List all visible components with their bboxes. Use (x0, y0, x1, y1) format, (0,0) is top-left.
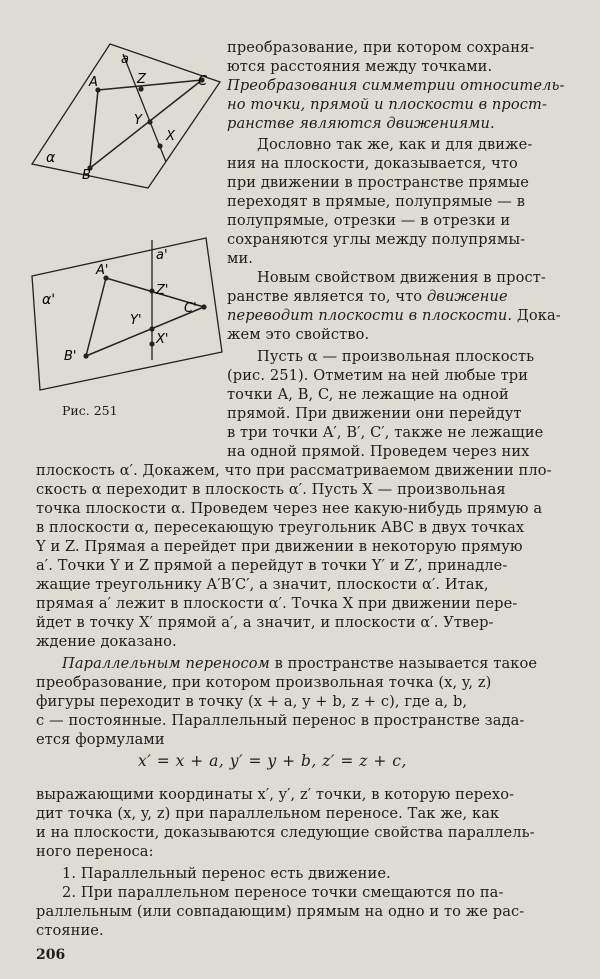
text-line: полупрямые, отрезки — в отрезки и (227, 212, 511, 229)
label-a-prime: A' (96, 263, 109, 278)
text-line: выражающими координаты x′, y′, z′ точки, в которую перехо- (36, 786, 515, 803)
text-line: точка плоскости α. Проведем через нее какую-нибудь прямую a (36, 500, 543, 517)
point-x-prime (149, 341, 154, 346)
label-y: Y (134, 113, 142, 128)
text-line: ми. (227, 250, 254, 267)
text-span-italic: Параллельным переносом (62, 655, 270, 672)
text-line: сохраняются углы между полупрямы- (227, 231, 526, 248)
text-line: и на плоскости, доказываются следующие свойства параллель- (36, 824, 535, 841)
text-line: ного переноса: (36, 843, 154, 860)
segment-ac (98, 80, 202, 90)
text-line: раллельным (или совпадающим) прямым на одно и то же рас- (36, 903, 525, 920)
text-span-italic: движение (426, 288, 508, 305)
point-x (157, 143, 162, 148)
page-number: 206 (36, 947, 66, 963)
point-y-prime (149, 326, 154, 331)
text-line: ранстве являются движениями. (227, 115, 495, 132)
text-span-italic: переводит плоскости в плоскости. (227, 307, 513, 324)
text-line: Преобразования симметрии относитель- (227, 77, 565, 94)
point-y (147, 119, 152, 124)
label-c-prime: C' (184, 301, 197, 316)
text-line: стояние. (36, 922, 104, 939)
text-line: Новым свойством движения в прост- (257, 269, 546, 286)
text-line: 2. При параллельном переносе точки смещаются по па- (62, 884, 504, 901)
text-line: при движении в пространстве прямые (227, 174, 529, 191)
label-c: C (198, 74, 208, 89)
text-line: преобразование, при котором произвольная точка (x, y, z) (36, 674, 492, 691)
text-line (227, 287, 508, 306)
text-line: скость α переходит в плоскость α′. Пусть X — произвольная (36, 481, 506, 498)
segment-a-prime-b-prime (86, 278, 106, 356)
point-b-prime (83, 353, 88, 358)
text-line: ется формулами (36, 731, 165, 748)
label-a-line: a (121, 52, 129, 67)
text-line: жем это свойство. (227, 326, 370, 343)
label-z-prime: Z' (156, 283, 169, 298)
text-line: Пусть α — произвольная плоскость (257, 348, 535, 365)
text-line: ждение доказано. (36, 633, 177, 650)
text-line: йдет в точку X′ прямой a′, а значит, и плоскости α′. Утвер- (36, 614, 494, 631)
text-line: плоскость α′. Докажем, что при рассматриваемом движении пло- (36, 462, 552, 479)
point-c-prime (201, 304, 206, 309)
translation-formula: x′ = x + a, y′ = y + b, z′ = z + c, (138, 752, 407, 770)
text-line: a′. Точки Y и Z прямой a перейдут в точки Y′ и Z′, принадле- (36, 557, 508, 574)
text-line: переходят в прямые, полупрямые — в (227, 193, 526, 210)
label-x-prime: X' (156, 332, 169, 347)
text-line: (рис. 251). Отметим на ней любые три (227, 367, 529, 384)
figure-plane-alpha-prime (26, 232, 226, 402)
text-span: ранстве является то, что (227, 288, 423, 305)
text-line: Дословно так же, как и для движе- (257, 136, 533, 153)
label-a-prime-line: a' (156, 248, 168, 263)
text-line: точки A, B, C, не лежащие на одной (227, 386, 509, 403)
point-z (138, 86, 143, 91)
text-line: c — постоянные. Параллельный перенос в пространстве зада- (36, 712, 525, 729)
text-line: на одной прямой. Проведем через них (227, 443, 530, 460)
figure-caption: Рис. 251 (62, 403, 118, 418)
text-line (62, 654, 537, 673)
text-span: Дока- (516, 307, 561, 324)
text-line: 1. Параллельный перенос есть движение. (62, 865, 391, 882)
text-line: Y и Z. Прямая a перейдет при движении в некоторую прямую (36, 538, 523, 555)
label-a: A (89, 75, 98, 90)
label-b-prime: B' (64, 349, 77, 364)
label-alpha: α (46, 150, 56, 166)
text-line (227, 306, 561, 325)
text-line: жащие треугольнику A′B′C′, а значит, плоскости α′. Итак, (36, 576, 489, 593)
text-line: но точки, прямой и плоскости в прост- (227, 96, 548, 113)
label-x: X (166, 129, 175, 144)
text-line: фигуры переходит в точку (x + a, y + b, z + c), где a, b, (36, 693, 468, 710)
point-z-prime (149, 288, 154, 293)
segment-ab (90, 90, 98, 168)
text-line: дит точка (x, y, z) при параллельном переносе. Так же, как (36, 805, 500, 822)
text-line: в три точки A′, B′, C′, также не лежащие (227, 424, 544, 441)
segment-bc (90, 80, 202, 168)
text-line: ния на плоскости, доказывается, что (227, 155, 518, 172)
text-line: в плоскости α, пересекающую треугольник ABC в двух точках (36, 519, 525, 536)
text-line: преобразование, при котором сохраня- (227, 39, 535, 56)
label-b: B (82, 168, 91, 183)
text-line: прямой. При движении они перейдут (227, 405, 522, 422)
label-z: Z (137, 72, 146, 87)
label-alpha-prime: α' (42, 292, 56, 308)
figure-plane-alpha (26, 38, 226, 198)
text-line: ются расстояния между точками. (227, 58, 493, 75)
label-y-prime: Y' (130, 313, 142, 328)
text-span: в пространстве называется такое (274, 655, 538, 672)
text-line: прямая a′ лежит в плоскости α′. Точка X при движении пере- (36, 595, 518, 612)
